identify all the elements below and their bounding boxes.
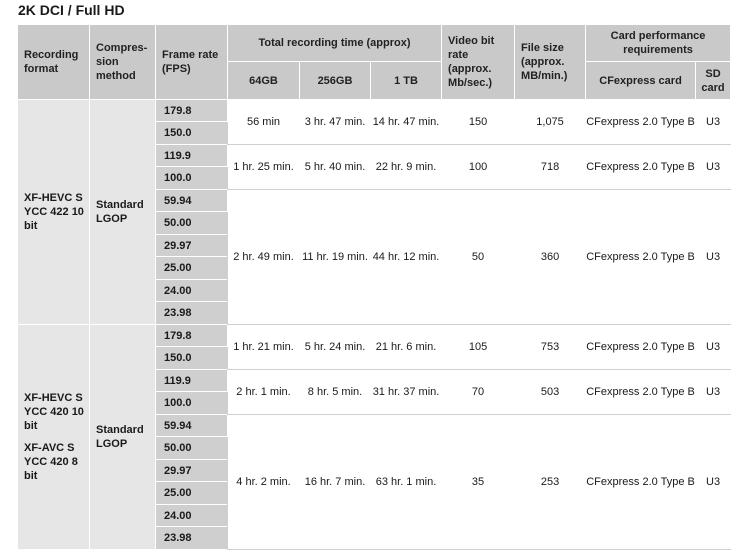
table-cell: 503	[515, 370, 586, 415]
header-256gb: 256GB	[300, 62, 371, 100]
fps-cell: 59.94	[156, 190, 228, 212]
header-total-recording-time: Total recording time (approx)	[228, 25, 442, 62]
table-cell: 50	[442, 190, 515, 325]
fps-cell: 24.00	[156, 505, 228, 527]
table-cell: 100	[442, 145, 515, 190]
table-cell: 1 hr. 25 min.	[228, 145, 300, 190]
table-cell: 3 hr. 47 min.	[300, 100, 371, 145]
table-cell: 4 hr. 2 min.	[228, 415, 300, 550]
table-cell: U3	[696, 415, 731, 550]
table-cell: 360	[515, 190, 586, 325]
table-cell: U3	[696, 370, 731, 415]
table-cell: U3	[696, 100, 731, 145]
table-cell: 31 hr. 37 min.	[371, 370, 442, 415]
table-cell: CFexpress 2.0 Type B	[586, 370, 696, 415]
fps-cell: 59.94	[156, 415, 228, 437]
group2-compression: Standard LGOP	[90, 325, 156, 550]
fps-cell: 150.0	[156, 347, 228, 370]
header-recording-format: Recording format	[18, 25, 90, 100]
table-cell: 22 hr. 9 min.	[371, 145, 442, 190]
page-title: 2K DCI / Full HD	[18, 2, 125, 18]
header-compression: Compres-sion method	[90, 25, 156, 100]
fps-cell: 50.00	[156, 212, 228, 235]
table-cell: 2 hr. 49 min.	[228, 190, 300, 325]
table-cell: 8 hr. 5 min.	[300, 370, 371, 415]
group2-format-b: XF-AVC S YCC 420 8 bit	[24, 442, 78, 482]
table-cell: 753	[515, 325, 586, 370]
group2-format-a: XF-HEVC S YCC 420 10 bit	[24, 392, 84, 432]
table-cell: 1,075	[515, 100, 586, 145]
header-file-size: File size (approx. MB/min.)	[515, 25, 586, 100]
table-cell: 150	[442, 100, 515, 145]
fps-cell: 100.0	[156, 167, 228, 190]
table-cell: U3	[696, 325, 731, 370]
table-cell: 718	[515, 145, 586, 190]
group1-compression: Standard LGOP	[90, 100, 156, 325]
table-cell: 11 hr. 19 min.	[300, 190, 371, 325]
header-frame-rate: Frame rate (FPS)	[156, 25, 228, 100]
table-cell: U3	[696, 190, 731, 325]
table-cell: 5 hr. 40 min.	[300, 145, 371, 190]
table-cell: 35	[442, 415, 515, 550]
table-cell: 105	[442, 325, 515, 370]
table-cell: 253	[515, 415, 586, 550]
header-video-bitrate: Video bit rate (approx. Mb/sec.)	[442, 25, 515, 100]
fps-cell: 50.00	[156, 437, 228, 460]
table-cell: 70	[442, 370, 515, 415]
header-sd: SD card	[696, 62, 731, 100]
fps-cell: 29.97	[156, 460, 228, 482]
fps-cell: 23.98	[156, 527, 228, 550]
fps-cell: 29.97	[156, 235, 228, 257]
table-cell: 21 hr. 6 min.	[371, 325, 442, 370]
header-1tb: 1 TB	[371, 62, 442, 100]
fps-cell: 25.00	[156, 257, 228, 280]
table-cell: 63 hr. 1 min.	[371, 415, 442, 550]
table-cell: CFexpress 2.0 Type B	[586, 145, 696, 190]
table-cell: CFexpress 2.0 Type B	[586, 415, 696, 550]
fps-cell: 100.0	[156, 392, 228, 415]
table-cell: CFexpress 2.0 Type B	[586, 190, 696, 325]
header-64gb: 64GB	[228, 62, 300, 100]
header-card-requirements: Card performance requirements	[586, 25, 731, 62]
group2-format	[18, 325, 90, 550]
fps-cell: 150.0	[156, 122, 228, 145]
table-cell: 5 hr. 24 min.	[300, 325, 371, 370]
fps-cell: 179.8	[156, 100, 228, 122]
table-cell: 14 hr. 47 min.	[371, 100, 442, 145]
table-cell: 16 hr. 7 min.	[300, 415, 371, 550]
header-cfexpress: CFexpress card	[586, 62, 696, 100]
table-cell: 2 hr. 1 min.	[228, 370, 300, 415]
table-cell: CFexpress 2.0 Type B	[586, 325, 696, 370]
fps-cell: 119.9	[156, 145, 228, 167]
fps-cell: 179.8	[156, 325, 228, 347]
fps-cell: 25.00	[156, 482, 228, 505]
table-cell: CFexpress 2.0 Type B	[586, 100, 696, 145]
fps-cell: 24.00	[156, 280, 228, 302]
fps-cell: 23.98	[156, 302, 228, 325]
table-cell: 44 hr. 12 min.	[371, 190, 442, 325]
table-cell: 56 min	[228, 100, 300, 145]
fps-cell: 119.9	[156, 370, 228, 392]
spec-table	[17, 24, 731, 550]
group1-format: XF-HEVC S YCC 422 10 bit	[18, 100, 90, 325]
table-cell: 1 hr. 21 min.	[228, 325, 300, 370]
table-cell: U3	[696, 145, 731, 190]
